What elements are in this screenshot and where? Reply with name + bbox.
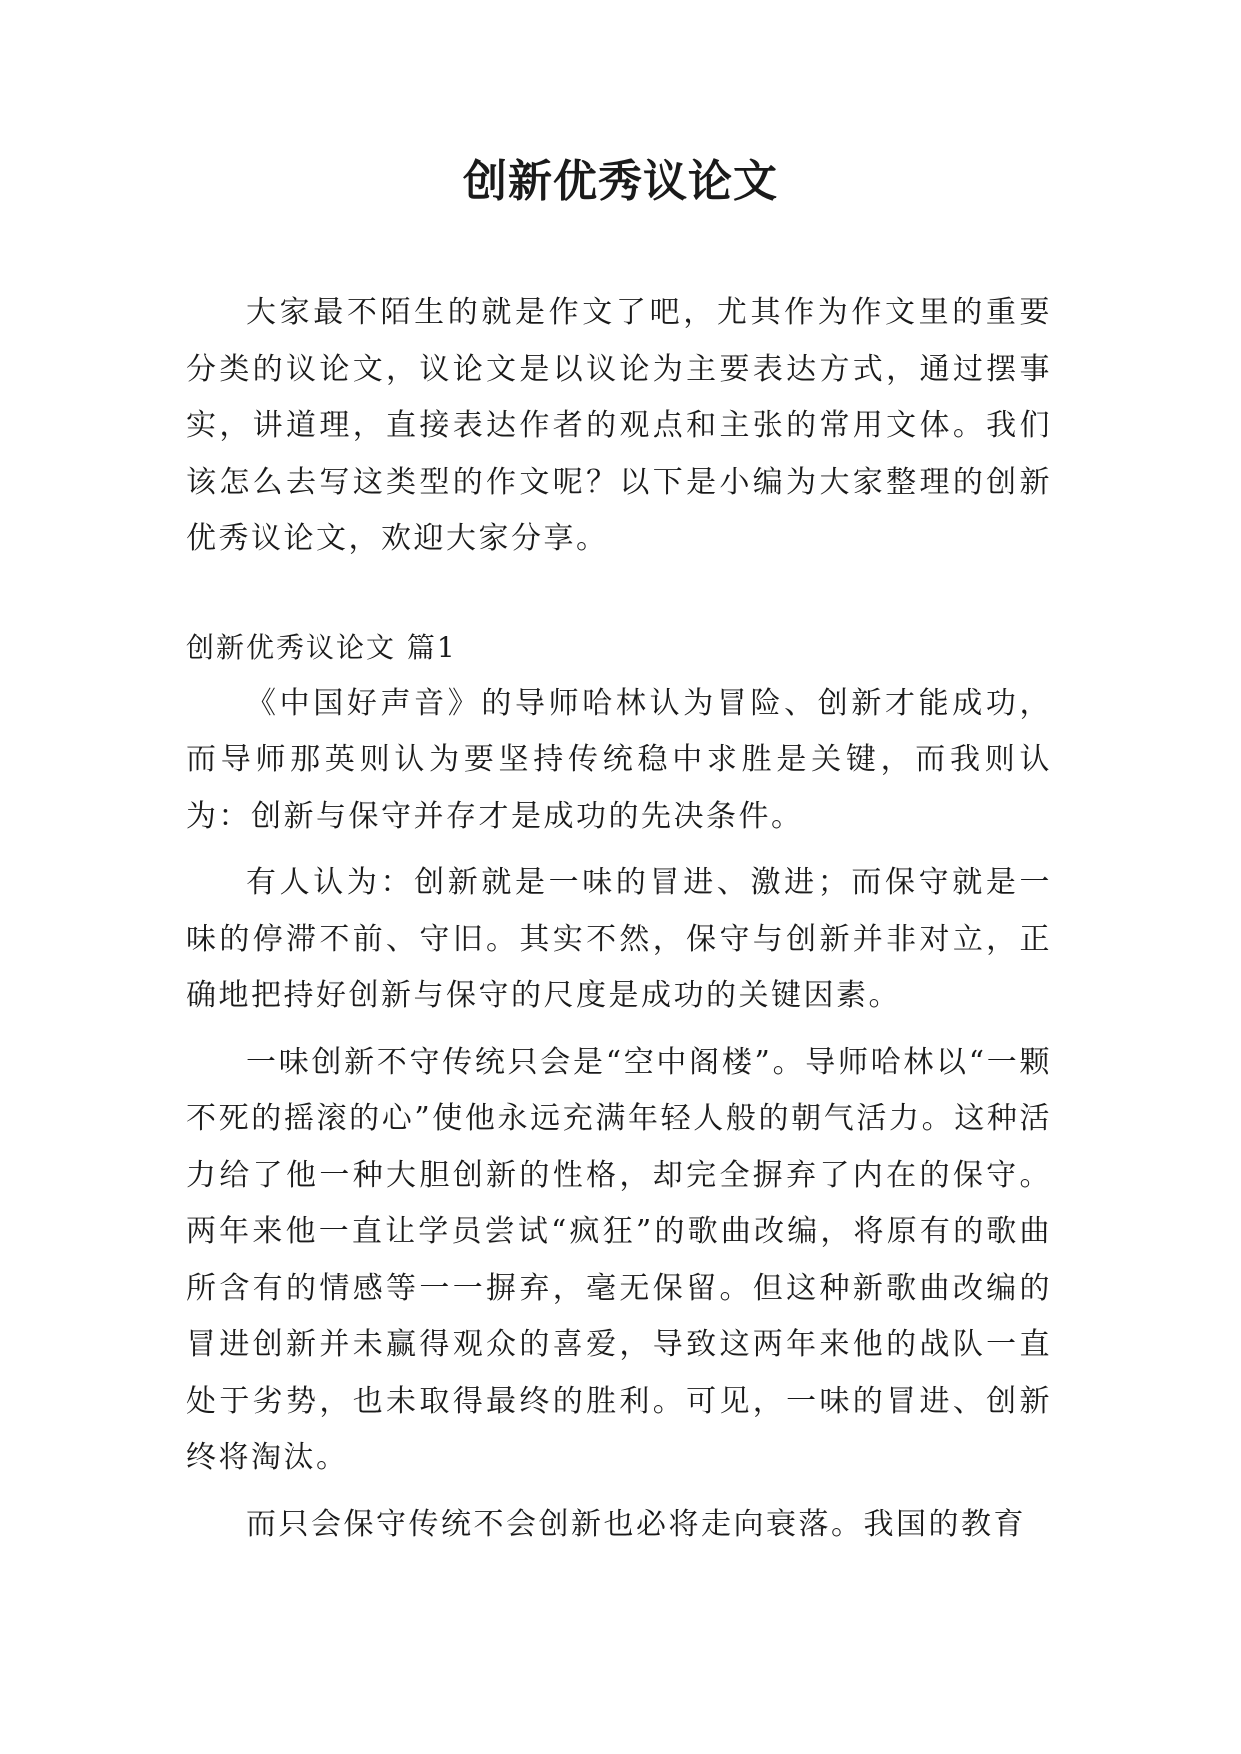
body-paragraph-4: 而只会保守传统不会创新也必将走向衰落。我国的教育 <box>246 1506 1026 1542</box>
spacer <box>186 568 1052 620</box>
body-paragraph-2: 有人认为：创新就是一味的冒进、激进；而保守就是一味的停滞不前、守旧。其实不然，保守与创新并非对立，正确地把持好创新与保守的尺度是成功的关键因素。 <box>186 865 1052 1013</box>
body-paragraph-3: 一味创新不守传统只会是“空中阁楼”。导师哈林以“一颗不死的摇滚的心”使他永远充满年轻人般的朝气活力。这种活力给了他一种大胆创新的性格，却完全摒弃了内在的保守。两年来他一直让学员尝试“疯狂”的歌曲改编，将原有的歌曲所含有的情感等一一摒弃，毫无保留。但这种新歌曲改编的冒进创新并未赢得观众的喜爱，导致这两年来他的战队一直处于劣势，也未取得最终的胜利。可见，一味的冒进、创新终将淘汰。 <box>186 1044 1052 1475</box>
document-body <box>186 285 1052 1563</box>
document-title: 创新优秀议论文 <box>463 156 778 207</box>
intro-paragraph: 大家最不陌生的就是作文了吧，尤其作为作文里的重要分类的议论文，议论文是以议论为主要表达方式，通过摆事实，讲道理，直接表达作者的观点和主张的常用文体。我们该怎么去写这类型的作文呢？以下是小编为大家整理的创新优秀议论文，欢迎大家分享。 <box>186 295 1052 556</box>
body-paragraph-1: 《中国好声音》的导师哈林认为冒险、创新才能成功，而导师那英则认为要坚持传统稳中求胜是关键，而我则认为：创新与保守并存才是成功的先决条件。 <box>186 685 1052 834</box>
section-heading: 创新优秀议论文 篇1 <box>186 630 457 664</box>
